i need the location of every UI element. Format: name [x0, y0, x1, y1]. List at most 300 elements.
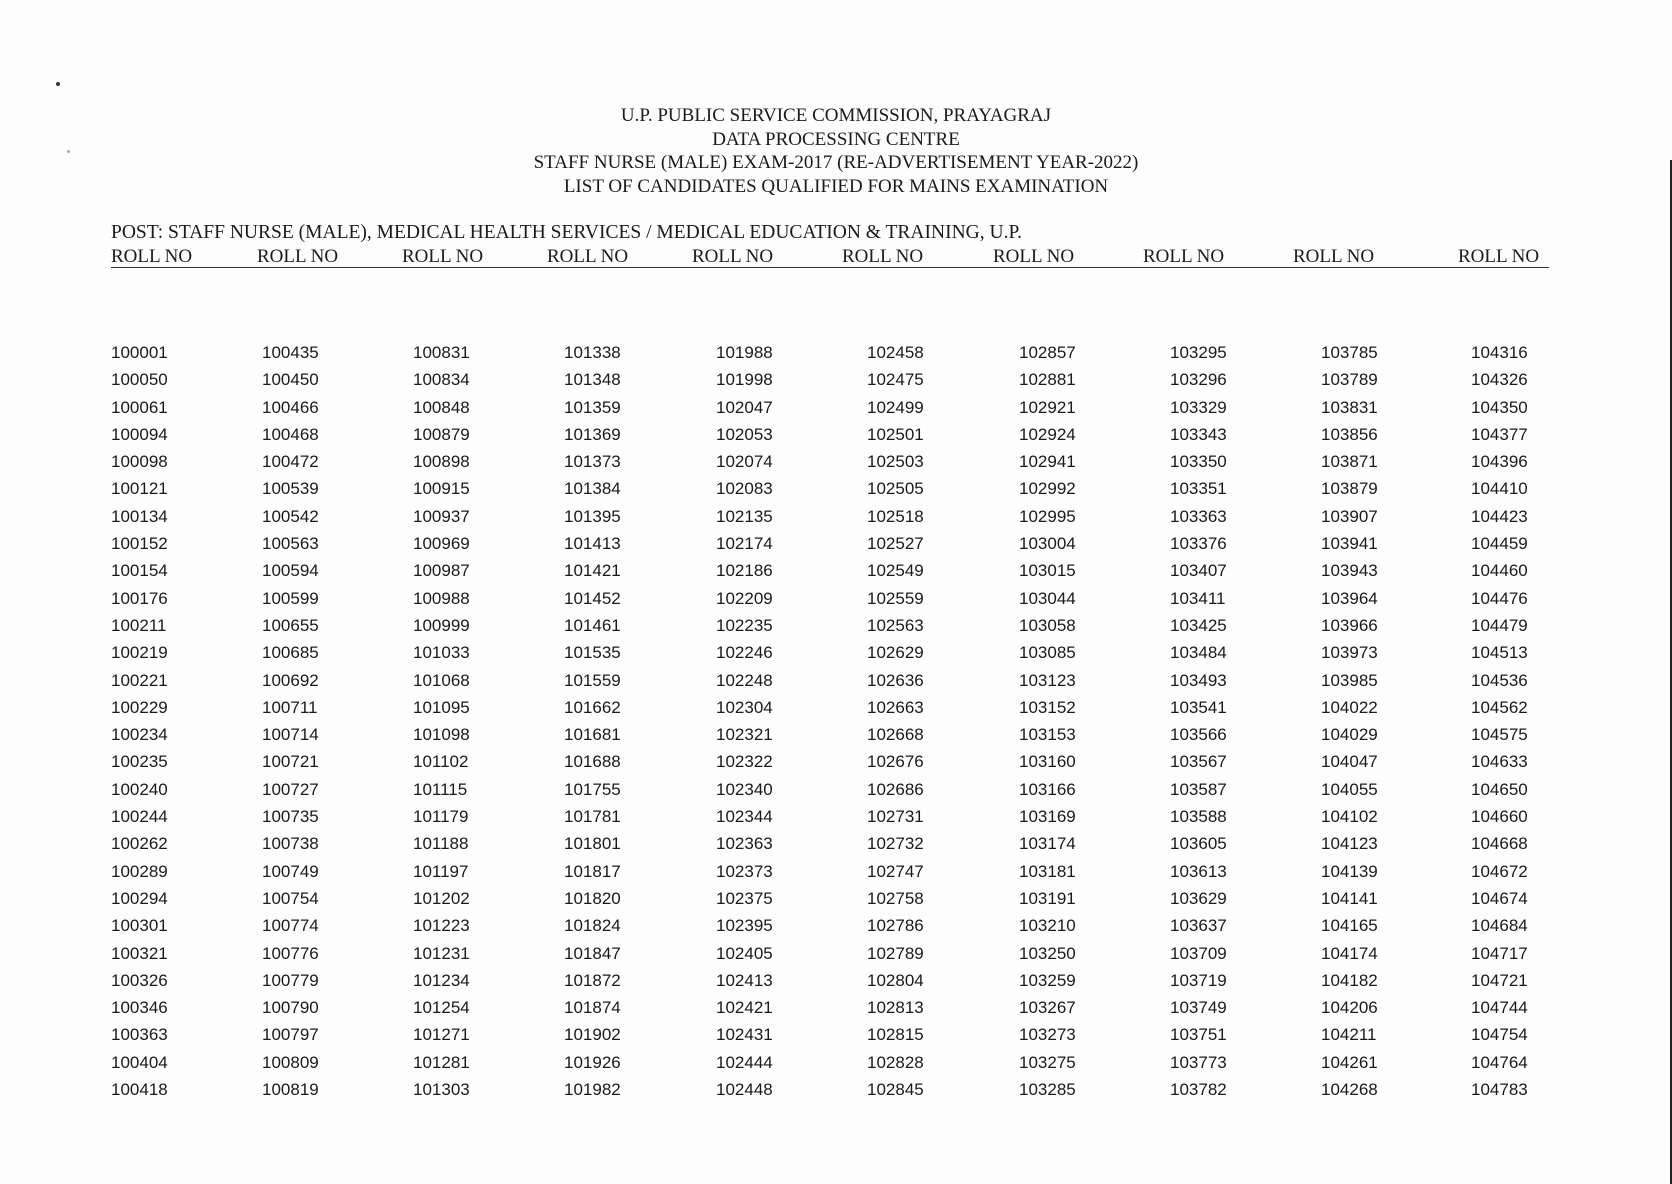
roll-number-cell: 103856: [1321, 424, 1378, 444]
roll-number-cell: 100244: [111, 807, 168, 827]
roll-number-cell: 104460: [1471, 561, 1528, 581]
roll-number-cell: 102505: [867, 479, 924, 499]
scan-speck: [56, 82, 60, 86]
roll-number-cell: 100915: [413, 479, 470, 499]
roll-number-cell: 103484: [1170, 643, 1227, 663]
roll-number-cell: 102636: [867, 670, 924, 690]
roll-number-cell: 102047: [716, 397, 773, 417]
header-exam: STAFF NURSE (MALE) EXAM-2017 (RE-ADVERTISEMENT YEAR-2022): [533, 152, 1139, 173]
roll-number-cell: 101303: [413, 1080, 470, 1100]
roll-number-cell: 100229: [111, 697, 168, 717]
roll-number-cell: 100094: [111, 424, 168, 444]
roll-number-cell: 104377: [1471, 424, 1528, 444]
roll-number-cell: 101801: [564, 834, 621, 854]
roll-number-cell: 103966: [1321, 615, 1378, 635]
roll-number-cell: 100234: [111, 725, 168, 745]
roll-column-values: [1471, 339, 1588, 1103]
roll-number-cell: 102676: [867, 752, 924, 772]
roll-number-cell: 100848: [413, 397, 470, 417]
roll-number-cell: 101271: [413, 1025, 470, 1045]
roll-column: [111, 246, 241, 1103]
roll-number-cell: 101874: [564, 998, 621, 1018]
roll-number-cell: 103259: [1019, 970, 1076, 990]
roll-number-cell: 104783: [1471, 1080, 1528, 1100]
roll-number-cell: 103058: [1019, 615, 1076, 635]
roll-number-cell: 103871: [1321, 452, 1378, 472]
roll-number-cell: 103567: [1170, 752, 1227, 772]
roll-number-cell: 100450: [262, 370, 319, 390]
roll-number-cell: 100735: [262, 807, 319, 827]
roll-number-cell: 104165: [1321, 916, 1378, 936]
roll-number-cell: 103191: [1019, 888, 1076, 908]
roll-number-cell: 102549: [867, 561, 924, 581]
roll-number-cell: 103044: [1019, 588, 1076, 608]
roll-number-cell: 100831: [413, 343, 470, 362]
roll-number-cell: 104536: [1471, 670, 1528, 690]
roll-number-cell: 104668: [1471, 834, 1528, 854]
roll-number-cell: 104684: [1471, 916, 1528, 936]
roll-number-cell: 102732: [867, 834, 924, 854]
roll-number-cell: 103015: [1019, 561, 1076, 581]
roll-number-cell: 102845: [867, 1080, 924, 1100]
roll-number-cell: 100721: [262, 752, 319, 772]
document-header: [0, 104, 1672, 198]
column-header-roll-no: ROLL NO: [402, 246, 484, 267]
column-header-roll-no: ROLL NO: [111, 246, 193, 267]
roll-column: [1293, 246, 1423, 1103]
roll-number-cell: 103751: [1170, 1025, 1227, 1045]
roll-number-cell: 101033: [413, 643, 470, 663]
roll-number-cell: 101231: [413, 943, 470, 963]
roll-number-cell: 104764: [1471, 1052, 1528, 1072]
roll-number-cell: 100472: [262, 452, 319, 472]
roll-column-values: [564, 339, 677, 1103]
roll-number-cell: 102747: [867, 861, 924, 881]
roll-number-cell: 100988: [413, 588, 470, 608]
roll-number-cell: 103181: [1019, 861, 1076, 881]
roll-number-cell: 103267: [1019, 998, 1076, 1018]
roll-number-cell: 104182: [1321, 970, 1378, 990]
roll-number-cell: 102663: [867, 697, 924, 717]
roll-number-cell: 103174: [1019, 834, 1076, 854]
roll-number-cell: 103588: [1170, 807, 1227, 827]
roll-number-cell: 103295: [1170, 343, 1227, 362]
roll-number-cell: 103629: [1170, 888, 1227, 908]
roll-number-cell: 101197: [413, 861, 469, 881]
roll-number-cell: 100134: [111, 506, 168, 526]
roll-number-cell: 100714: [262, 725, 319, 745]
roll-number-cell: 102804: [867, 970, 924, 990]
roll-number-cell: 102518: [867, 506, 924, 526]
roll-number-cell: 104650: [1471, 779, 1528, 799]
roll-number-cell: 104029: [1321, 725, 1378, 745]
roll-number-cell: 100121: [111, 479, 168, 499]
roll-number-cell: 104396: [1471, 452, 1528, 472]
roll-number-cell: 103004: [1019, 534, 1076, 554]
roll-number-cell: 101115: [413, 779, 468, 799]
roll-column: [692, 246, 822, 1103]
roll-number-cell: 104211: [1321, 1025, 1377, 1045]
roll-number-cell: 102813: [867, 998, 924, 1018]
roll-column-values: [1019, 339, 1123, 1103]
roll-number-cell: 100219: [111, 643, 168, 663]
roll-number-cell: 103363: [1170, 506, 1227, 526]
roll-number-cell: 102321: [716, 725, 773, 745]
roll-number-cell: 102246: [716, 643, 773, 663]
roll-number-cell: 101559: [564, 670, 621, 690]
roll-number-cell: 100779: [262, 970, 319, 990]
roll-column-values: [413, 339, 532, 1103]
roll-number-cell: 102503: [867, 452, 924, 472]
roll-number-cell: 102395: [716, 916, 773, 936]
roll-number-cell: 102686: [867, 779, 924, 799]
roll-number-cell: 101998: [716, 370, 773, 390]
roll-number-cell: 101461: [564, 615, 621, 635]
roll-number-cell: 101817: [564, 861, 621, 881]
post-title: POST: STAFF NURSE (MALE), MEDICAL HEALTH SERVICES / MEDICAL EDUCATION & TRAINING, U.P.: [111, 222, 1022, 243]
roll-number-cell: 100435: [262, 343, 319, 362]
roll-number-cell: 102789: [867, 943, 924, 963]
roll-number-cell: 101847: [564, 943, 621, 963]
roll-number-cell: 102992: [1019, 479, 1076, 499]
roll-number-cell: 102924: [1019, 424, 1076, 444]
roll-number-cell: 101820: [564, 888, 621, 908]
roll-number-cell: 103350: [1170, 452, 1227, 472]
column-header-roll-no: ROLL NO: [993, 246, 1075, 267]
roll-number-cell: 101413: [564, 534, 621, 554]
roll-number-cell: 100692: [262, 670, 319, 690]
roll-number-cell: 103376: [1170, 534, 1227, 554]
roll-number-cell: 100001: [111, 343, 168, 362]
roll-number-cell: 100594: [262, 561, 319, 581]
roll-number-cell: 101098: [413, 725, 470, 745]
roll-number-cell: 101373: [564, 452, 621, 472]
roll-column-values: [867, 339, 972, 1103]
roll-number-cell: 100819: [262, 1080, 319, 1100]
roll-column: [257, 246, 387, 1103]
roll-number-cell: 104660: [1471, 807, 1528, 827]
roll-number-cell: 100776: [262, 943, 319, 963]
roll-number-cell: 104316: [1471, 343, 1528, 362]
roll-number-cell: 101688: [564, 752, 621, 772]
roll-number-cell: 103943: [1321, 561, 1378, 581]
roll-number-cell: 104459: [1471, 534, 1528, 554]
roll-number-cell: 103169: [1019, 807, 1076, 827]
roll-number-cell: 104268: [1321, 1080, 1378, 1100]
roll-number-cell: 100542: [262, 506, 319, 526]
roll-number-cell: 104754: [1471, 1025, 1528, 1045]
roll-number-cell: 104744: [1471, 998, 1528, 1018]
roll-number-cell: 103351: [1170, 479, 1227, 499]
roll-number-cell: 101359: [564, 397, 621, 417]
roll-number-cell: 102559: [867, 588, 924, 608]
roll-number-cell: 101202: [413, 888, 470, 908]
roll-number-cell: 101281: [413, 1052, 470, 1072]
roll-number-cell: 103123: [1019, 670, 1076, 690]
roll-number-cell: 100418: [111, 1080, 168, 1100]
roll-number-cell: 102995: [1019, 506, 1076, 526]
roll-number-cell: 101254: [413, 998, 470, 1018]
header-centre: DATA PROCESSING CENTRE: [712, 128, 960, 150]
roll-number-cell: 101421: [564, 561, 621, 581]
roll-number-cell: 103973: [1321, 643, 1378, 663]
roll-number-cell: 101234: [413, 970, 470, 990]
roll-column-values: [1170, 339, 1273, 1103]
roll-number-cell: 100969: [413, 534, 470, 554]
roll-number-cell: 103831: [1321, 397, 1378, 417]
roll-number-cell: 102629: [867, 643, 924, 663]
roll-number-cell: 101384: [564, 479, 621, 499]
roll-number-cell: 104261: [1321, 1052, 1378, 1072]
roll-number-cell: 100404: [111, 1052, 168, 1072]
roll-number-cell: 102363: [716, 834, 773, 854]
roll-number-cell: 101902: [564, 1025, 621, 1045]
roll-number-cell: 103605: [1170, 834, 1227, 854]
roll-number-cell: 103782: [1170, 1080, 1227, 1100]
roll-number-cell: 100879: [413, 424, 470, 444]
roll-number-cell: 101095: [413, 697, 470, 717]
roll-number-cell: 104206: [1321, 998, 1378, 1018]
roll-number-cell: 103166: [1019, 779, 1076, 799]
roll-number-cell: 102444: [716, 1052, 773, 1072]
roll-number-cell: 101781: [564, 807, 621, 827]
roll-number-cell: 101179: [413, 807, 469, 827]
roll-number-cell: 104674: [1471, 888, 1528, 908]
roll-number-cell: 103773: [1170, 1052, 1227, 1072]
roll-column: [547, 246, 677, 1103]
roll-number-cell: 100211: [111, 615, 167, 635]
roll-number-cell: 104410: [1471, 479, 1528, 499]
roll-number-cell: 104476: [1471, 588, 1528, 608]
roll-column: [402, 246, 532, 1103]
roll-number-cell: 100098: [111, 452, 168, 472]
roll-number-cell: 101102: [413, 752, 469, 772]
roll-number-cell: 104174: [1321, 943, 1378, 963]
roll-number-cell: 102174: [716, 534, 773, 554]
roll-number-cell: 103789: [1321, 370, 1378, 390]
roll-number-cell: 103964: [1321, 588, 1378, 608]
roll-number-cell: 103152: [1019, 697, 1076, 717]
roll-number-cell: 102458: [867, 343, 924, 362]
roll-column: [1143, 246, 1273, 1103]
roll-number-cell: 100809: [262, 1052, 319, 1072]
roll-number-cell: 100235: [111, 752, 168, 772]
roll-number-cell: 100685: [262, 643, 319, 663]
header-list-title: LIST OF CANDIDATES QUALIFIED FOR MAINS EXAMINATION: [563, 175, 1109, 197]
roll-number-cell: 104102: [1321, 807, 1378, 827]
roll-number-cell: 102344: [716, 807, 773, 827]
column-header-roll-no: ROLL NO: [1293, 246, 1375, 267]
roll-number-cell: 100937: [413, 506, 470, 526]
roll-number-cell: 104326: [1471, 370, 1528, 390]
roll-number-cell: 100262: [111, 834, 168, 854]
roll-number-cell: 100797: [262, 1025, 319, 1045]
roll-number-cell: 102248: [716, 670, 773, 690]
roll-number-cell: 102135: [716, 506, 773, 526]
roll-number-cell: 104575: [1471, 725, 1528, 745]
roll-number-cell: 101872: [564, 970, 621, 990]
roll-number-cell: 102448: [716, 1080, 773, 1100]
roll-number-cell: 100301: [111, 916, 168, 936]
roll-number-cell: 102421: [716, 998, 773, 1018]
roll-number-cell: 102857: [1019, 343, 1076, 362]
roll-number-cell: 102373: [716, 861, 773, 881]
roll-number-cell: 100346: [111, 998, 168, 1018]
roll-number-cell: 101395: [564, 506, 621, 526]
roll-number-cell: 102186: [716, 561, 773, 581]
roll-number-cell: 100655: [262, 615, 319, 635]
roll-number-cell: 103637: [1170, 916, 1227, 936]
roll-number-cell: 103160: [1019, 752, 1076, 772]
roll-number-cell: 101223: [413, 916, 470, 936]
roll-number-cell: 100987: [413, 561, 470, 581]
roll-number-cell: 104055: [1321, 779, 1378, 799]
column-header-roll-no: ROLL NO: [842, 246, 924, 267]
roll-number-cell: 103749: [1170, 998, 1227, 1018]
roll-number-cell: 100466: [262, 397, 319, 417]
roll-number-cell: 100738: [262, 834, 319, 854]
roll-number-cell: 100152: [111, 534, 168, 554]
roll-number-cell: 102828: [867, 1052, 924, 1072]
roll-number-cell: 100711: [262, 697, 318, 717]
roll-number-cell: 102668: [867, 725, 924, 745]
roll-number-cell: 103613: [1170, 861, 1227, 881]
roll-column-values: [1321, 339, 1423, 1103]
roll-number-cell: 101982: [564, 1080, 621, 1100]
roll-number-cell: 103587: [1170, 779, 1227, 799]
roll-number-cell: 100999: [413, 615, 470, 635]
roll-number-cell: 102235: [716, 615, 773, 635]
roll-number-cell: 101926: [564, 1052, 621, 1072]
roll-number-cell: 102499: [867, 397, 924, 417]
roll-number-cell: 104513: [1471, 643, 1528, 663]
roll-number-cell: 101988: [716, 343, 773, 362]
roll-number-cell: 101188: [413, 834, 469, 854]
roll-number-cell: 103210: [1019, 916, 1076, 936]
roll-number-cell: 102527: [867, 534, 924, 554]
roll-number-cell: 103296: [1170, 370, 1227, 390]
roll-number-cell: 100727: [262, 779, 319, 799]
roll-number-cell: 101452: [564, 588, 621, 608]
roll-number-cell: 100221: [111, 670, 168, 690]
roll-number-cell: 101662: [564, 697, 621, 717]
roll-number-cell: 102563: [867, 615, 924, 635]
column-header-roll-no: ROLL NO: [547, 246, 629, 267]
roll-number-cell: 100898: [413, 452, 470, 472]
roll-number-cell: 103275: [1019, 1052, 1076, 1072]
roll-number-cell: 100240: [111, 779, 168, 799]
roll-number-cell: 100061: [111, 397, 168, 417]
roll-number-cell: 102921: [1019, 397, 1076, 417]
roll-number-cell: 101338: [564, 343, 621, 362]
roll-number-cell: 102941: [1019, 452, 1076, 472]
roll-number-cell: 102322: [716, 752, 773, 772]
roll-number-cell: 104123: [1321, 834, 1378, 854]
roll-column-values: [262, 339, 387, 1103]
roll-number-cell: 102501: [867, 424, 924, 444]
roll-number-cell: 100834: [413, 370, 470, 390]
roll-number-cell: 104633: [1471, 752, 1528, 772]
roll-number-cell: 104047: [1321, 752, 1378, 772]
roll-number-cell: 103566: [1170, 725, 1227, 745]
roll-number-cell: 103343: [1170, 424, 1227, 444]
roll-number-cell: 103153: [1019, 725, 1076, 745]
roll-number-cell: 100050: [111, 370, 168, 390]
roll-number-cell: 102053: [716, 424, 773, 444]
roll-number-cell: 102209: [716, 588, 773, 608]
roll-number-cell: 103493: [1170, 670, 1227, 690]
roll-column: [993, 246, 1123, 1103]
roll-number-cell: 100754: [262, 888, 319, 908]
roll-number-cell: 103785: [1321, 343, 1378, 362]
roll-number-cell: 103907: [1321, 506, 1378, 526]
roll-number-cell: 101348: [564, 370, 621, 390]
header-commission: U.P. PUBLIC SERVICE COMMISSION, PRAYAGRAJ: [620, 105, 1052, 126]
roll-number-cell: 100774: [262, 916, 319, 936]
roll-number-cell: 102405: [716, 943, 773, 963]
column-header-roll-no: ROLL NO: [257, 246, 339, 267]
roll-number-cell: 101068: [413, 670, 470, 690]
roll-number-cell: 102881: [1019, 370, 1076, 390]
roll-number-cell: 104717: [1471, 943, 1528, 963]
roll-number-cell: 103719: [1170, 970, 1227, 990]
roll-number-cell: 100326: [111, 970, 168, 990]
roll-number-cell: 100563: [262, 534, 319, 554]
roll-number-cell: 104139: [1321, 861, 1378, 881]
roll-column-values: [111, 339, 241, 1103]
roll-number-cell: 102413: [716, 970, 773, 990]
roll-number-cell: 104423: [1471, 506, 1528, 526]
roll-number-cell: 100294: [111, 888, 168, 908]
roll-number-cell: 100363: [111, 1025, 168, 1045]
roll-number-cell: 103329: [1170, 397, 1227, 417]
roll-number-cell: 103541: [1170, 697, 1227, 717]
roll-number-cell: 103709: [1170, 943, 1227, 963]
roll-number-cell: 103411: [1170, 588, 1226, 608]
roll-number-cell: 100468: [262, 424, 319, 444]
roll-number-cell: 100289: [111, 861, 168, 881]
roll-number-cell: 104350: [1471, 397, 1528, 417]
roll-number-cell: 101755: [564, 779, 621, 799]
roll-number-cell: 100539: [262, 479, 319, 499]
roll-number-cell: 101369: [564, 424, 621, 444]
roll-number-cell: 104562: [1471, 697, 1528, 717]
roll-number-cell: 101681: [564, 725, 621, 745]
roll-number-cell: 100599: [262, 588, 319, 608]
roll-column: [1458, 246, 1588, 1103]
roll-number-cell: 102304: [716, 697, 773, 717]
roll-number-cell: 102074: [716, 452, 773, 472]
roll-column-values: [716, 339, 822, 1103]
roll-number-cell: 104022: [1321, 697, 1378, 717]
roll-number-cell: 103285: [1019, 1080, 1076, 1100]
column-header-roll-no: ROLL NO: [1458, 246, 1540, 267]
roll-number-cell: 102083: [716, 479, 773, 499]
roll-number-cell: 104672: [1471, 861, 1528, 881]
roll-number-cell: 101824: [564, 916, 621, 936]
roll-number-cell: 103941: [1321, 534, 1378, 554]
roll-number-cell: 102431: [716, 1025, 773, 1045]
roll-number-cell: 100176: [111, 588, 168, 608]
roll-number-cell: 103985: [1321, 670, 1378, 690]
roll-number-cell: 102340: [716, 779, 773, 799]
roll-number-cell: 102375: [716, 888, 773, 908]
roll-number-cell: 103425: [1170, 615, 1227, 635]
roll-number-cell: 103273: [1019, 1025, 1076, 1045]
roll-number-cell: 102475: [867, 370, 924, 390]
roll-number-cell: 100154: [111, 561, 168, 581]
roll-number-cell: 104141: [1321, 888, 1378, 908]
